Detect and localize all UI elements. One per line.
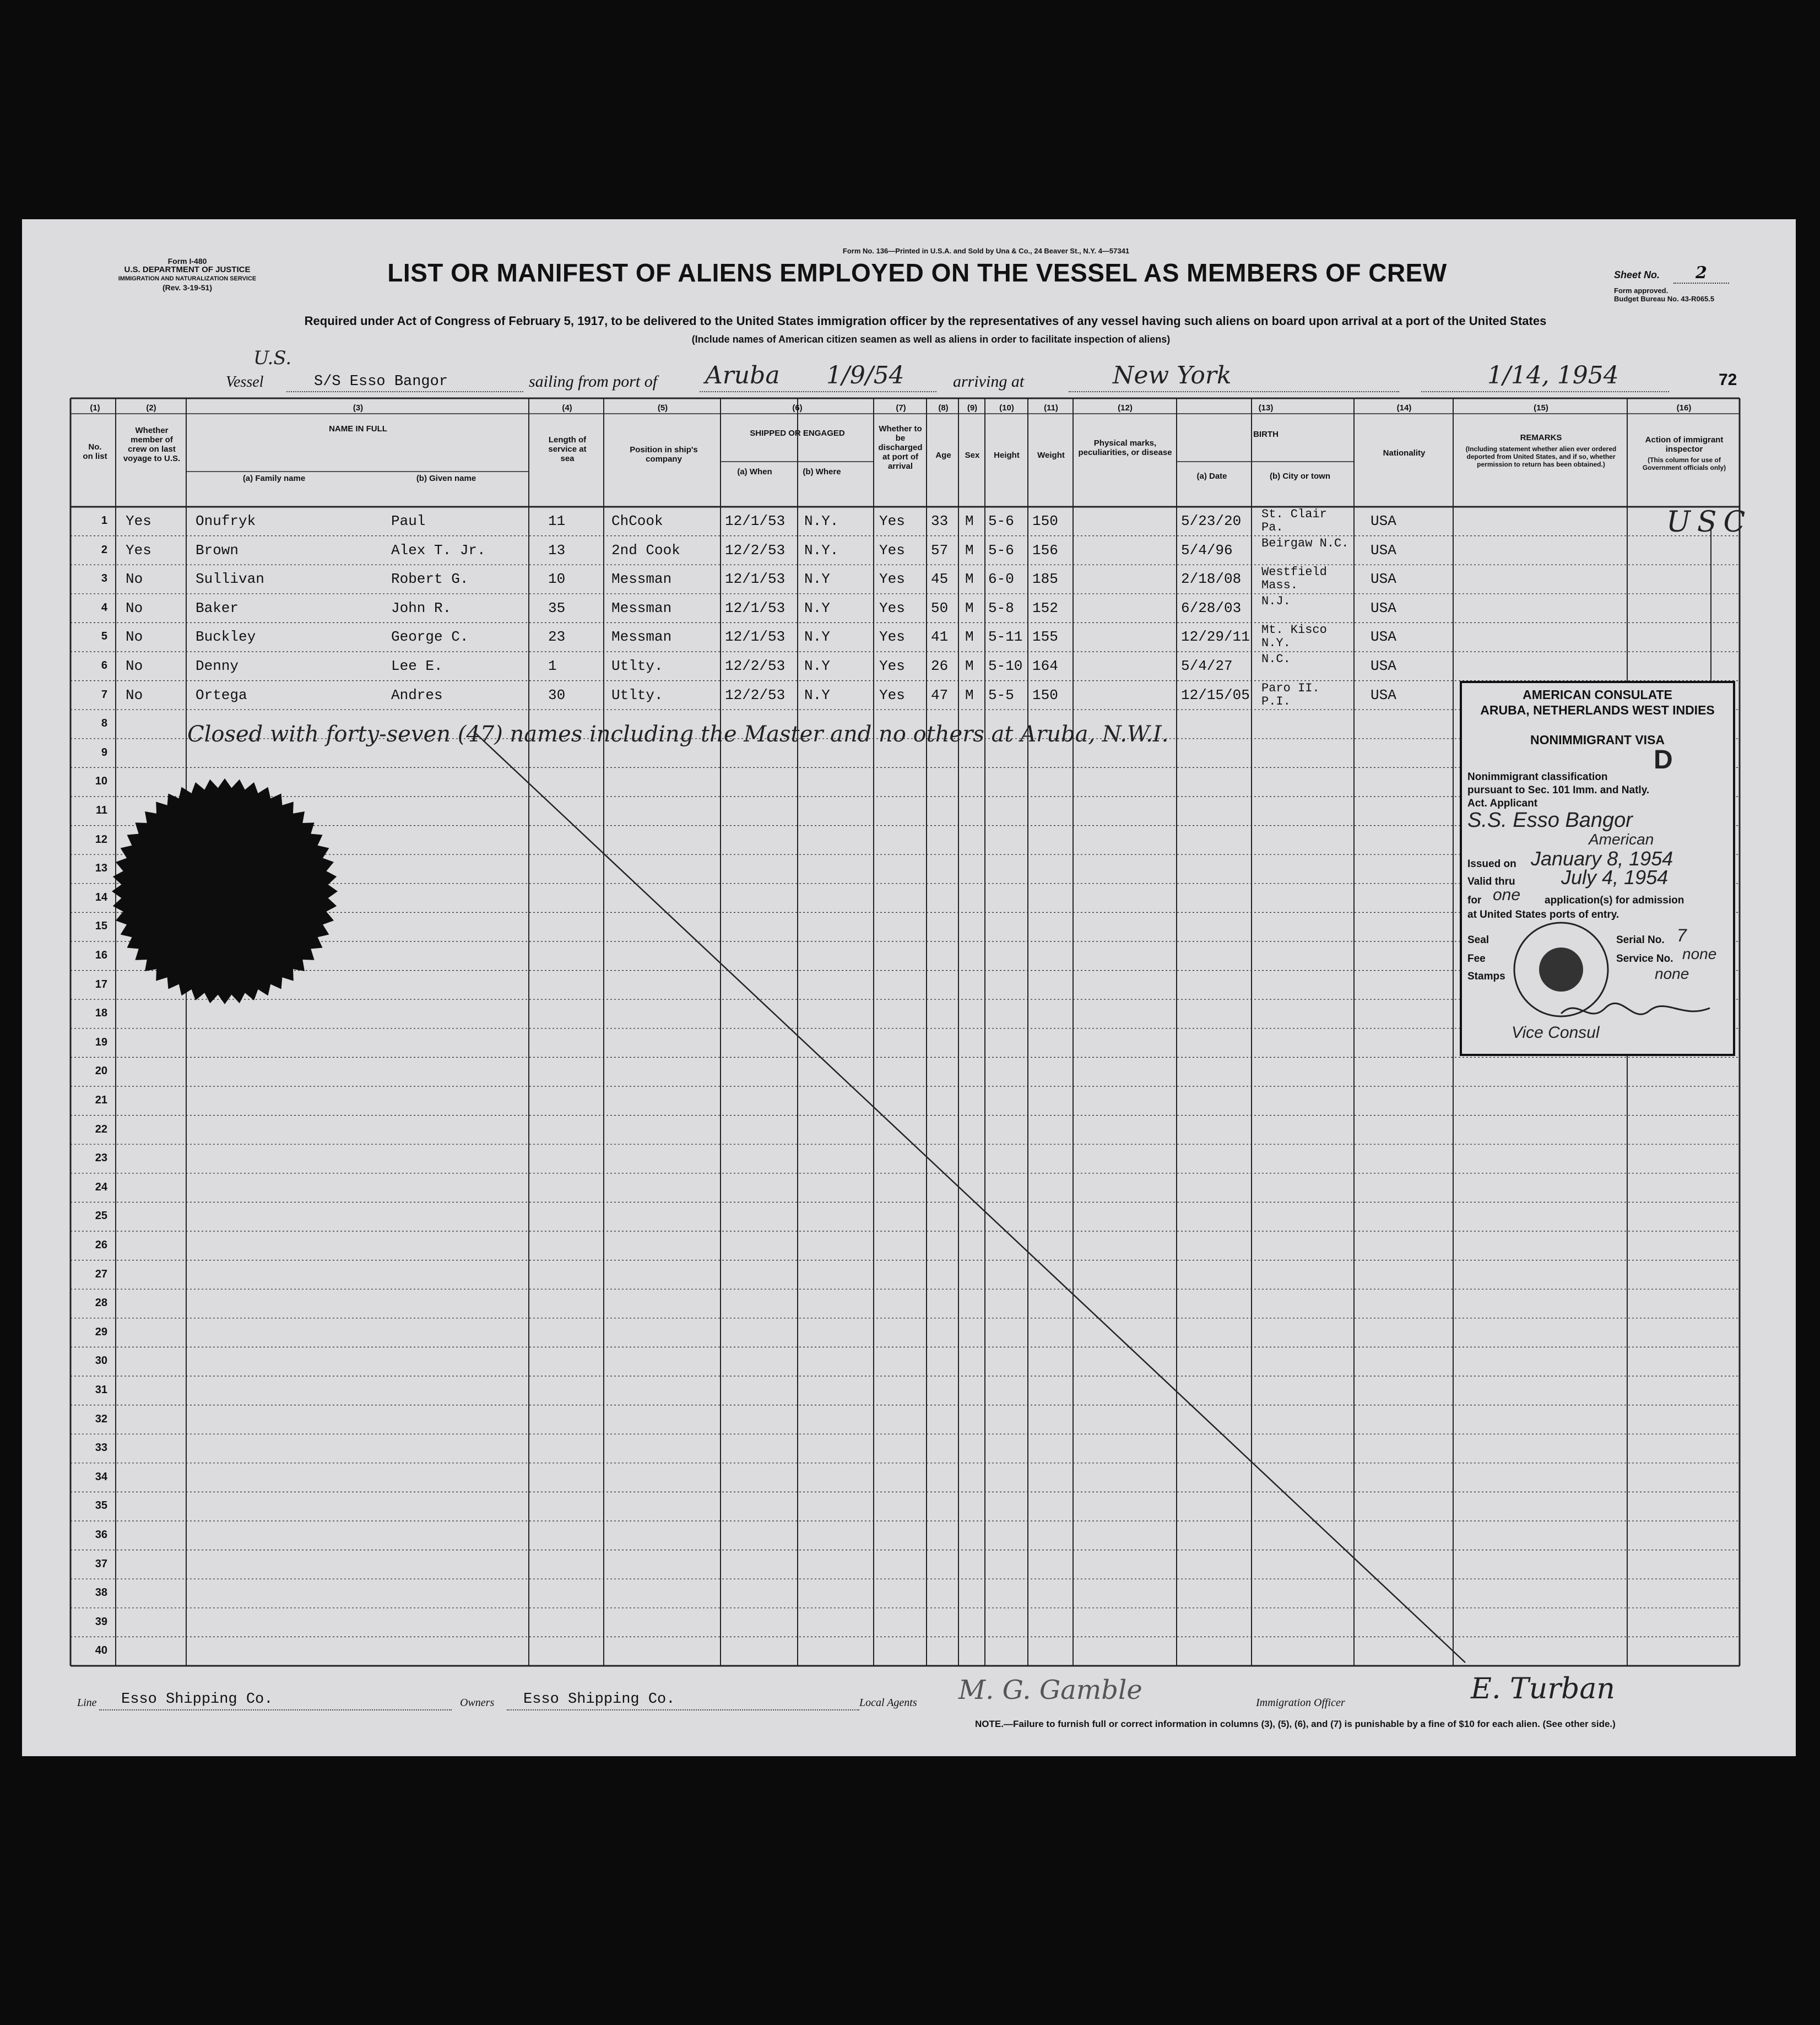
sailing-date: 1/9/54 [826,361,904,389]
sex-cell: M [965,571,974,588]
col6b-label: (b) Where [803,467,841,477]
shipped-when-cell: 12/1/53 [725,629,786,646]
col6-num: (6) [792,403,803,413]
birth-date-cell: 5/4/96 [1181,542,1233,559]
stamp-for-value: one [1493,886,1521,904]
shipped-where-cell: N.Y [804,599,830,616]
stamp-issued-label: Issued on [1467,858,1516,870]
discharged-cell: Yes [879,571,905,588]
sex-cell: M [965,629,974,646]
shipped-where-cell: N.Y [804,629,830,646]
age-cell: 47 [931,686,949,703]
birth-date-cell: 12/29/11 [1181,629,1250,646]
birth-city-cell: Mt. Kisco N.Y. [1261,623,1327,651]
col11-num: (11) [1044,403,1058,413]
weight-cell: 156 [1032,542,1058,559]
col3-label: NAME IN FULL [329,424,387,434]
family-name-cell: Buckley [196,629,256,646]
row-number: 32 [95,1412,107,1425]
stamp-location: ARUBA, NETHERLANDS WEST INDIES [1480,703,1715,717]
col13b-label: (b) City or town [1270,472,1330,481]
row-number: 8 [101,717,107,730]
row-number: 9 [101,746,107,759]
arrival-date: 1/14, 1954 [1487,361,1619,389]
row-number: 16 [95,949,107,961]
row-number: 23 [95,1152,107,1165]
sailing-label: sailing from port of [529,372,658,391]
embossed-seal [109,776,340,1007]
officer-signature: E. Turban [1471,1672,1615,1705]
stamp-serial-value: 7 [1677,925,1687,945]
col16-note: (This column for use of Government officials only) [1642,456,1726,472]
height-cell: 5-6 [988,513,1014,529]
row-number: 19 [95,1036,107,1048]
row-number: 28 [95,1297,107,1309]
agents-label: Local Agents [859,1697,917,1709]
row-number: 20 [95,1065,107,1078]
revision: (Rev. 3-19-51) [162,283,212,292]
service-length-cell: 11 [548,513,566,529]
col6-label: SHIPPED OR ENGAGED [750,429,845,438]
nationality-cell: USA [1371,513,1396,529]
last-voyage-cell: No [126,658,143,674]
row-number: 1 [101,515,107,527]
col6a-label: (a) When [737,467,772,477]
sheet-label: Sheet No. [1614,269,1660,280]
fine-note: NOTE.—Failure to furnish full or correct information in columns (3), (5), (6), and (7) is punishable by a fine of $10 for each alien. (See other side.) [975,1719,1616,1729]
row-number: 15 [95,920,107,933]
birth-date-cell: 2/18/08 [1181,571,1242,588]
row-number: 2 [101,543,107,556]
row-number: 37 [95,1557,107,1570]
stamp-applicant: Act. Applicant [1467,798,1538,809]
stamp-nationality: American [1589,831,1654,848]
col9-label: Sex [965,451,980,460]
weight-cell: 152 [1032,599,1058,616]
row-number: 12 [95,833,107,846]
nationality-cell: USA [1371,542,1396,559]
birth-city-cell: Paro II. P.I. [1261,681,1320,708]
stamp-visa-type: NONIMMIGRANT VISA [1530,733,1665,747]
family-name-cell: Brown [196,542,239,559]
family-name-cell: Denny [196,658,239,674]
col12-num: (12) [1118,403,1133,413]
height-cell: 5-6 [988,542,1014,559]
row-number: 22 [95,1123,107,1135]
sex-cell: M [965,599,974,616]
row-number: 31 [95,1384,107,1396]
shipped-when-cell: 12/1/53 [725,571,786,588]
birth-city-cell: N.J. [1261,594,1291,608]
shipped-where-cell: N.Y [804,658,830,674]
col11-label: Weight [1037,451,1065,460]
line-label: Line [77,1697,97,1709]
age-cell: 26 [931,658,949,674]
row-number: 21 [95,1094,107,1106]
row-number: 26 [95,1239,107,1251]
given-name-cell: George C. [391,629,469,646]
last-voyage-cell: No [126,599,143,616]
stamp-officer-title: Vice Consul [1512,1024,1600,1042]
closing-note: Closed with forty-seven (47) names including the Master and no others at Aruba, N.W.I. [187,722,1169,747]
row-number: 17 [95,978,107,990]
service-length-cell: 10 [548,571,566,588]
col8-label: Age [935,451,951,460]
strike-through-line [474,732,1465,1663]
sex-cell: M [965,658,974,674]
col2-num: (2) [146,403,156,413]
family-name-cell: Onufryk [196,513,256,529]
position-cell: ChCook [611,513,663,529]
weight-cell: 150 [1032,513,1058,529]
shipped-when-cell: 12/1/53 [725,513,786,529]
page-title: LIST OR MANIFEST OF ALIENS EMPLOYED ON THE VESSEL AS MEMBERS OF CREW [387,258,1447,287]
row-number: 33 [95,1442,107,1454]
discharged-cell: Yes [879,658,905,674]
weight-cell: 164 [1032,658,1058,674]
nationality-cell: USA [1371,658,1396,674]
discharged-cell: Yes [879,629,905,646]
row-number: 35 [95,1499,107,1512]
family-name-cell: Baker [196,599,239,616]
row-number: 27 [95,1268,107,1280]
sheet-value: 2 [1673,263,1729,284]
col5-num: (5) [657,403,668,413]
vessel-label: Vessel [226,373,264,391]
position-cell: Messman [611,629,672,646]
row-number: 24 [95,1181,107,1193]
row-number: 39 [95,1615,107,1628]
discharged-cell: Yes [879,686,905,703]
shipped-where-cell: N.Y. [804,513,839,529]
row-number: 40 [95,1644,107,1657]
subtitle: Required under Act of Congress of February 5, 1917, to be delivered to the United States immigration officer by the representatives of any vessel having such aliens on board upon arrival at a port of the United States [304,314,1547,328]
owners-underline [507,1709,859,1710]
consular-seal-eagle [1539,947,1583,992]
family-name-cell: Sullivan [196,571,264,588]
birth-date-cell: 12/15/05 [1181,686,1250,703]
position-cell: Messman [611,599,672,616]
col7-num: (7) [896,403,906,413]
stamp-service-value: none [1682,945,1717,962]
col3a-label: (a) Family name [242,474,306,483]
col12-label: Physical marks, peculiarities, or disease [1078,438,1172,457]
shipped-where-cell: N.Y. [804,542,839,559]
row-number: 6 [101,659,107,672]
officer-label: Immigration Officer [1256,1697,1345,1709]
age-cell: 41 [931,629,949,646]
col2-label: Whether member of crew on last voyage to U.S. [123,426,181,463]
approved-text: Form approved. [1614,286,1669,295]
weight-cell: 155 [1032,629,1058,646]
vessel-prefix: U.S. [253,347,292,369]
col13-label: BIRTH [1253,430,1279,439]
col15-label: REMARKS [1520,433,1562,442]
birth-date-cell: 5/23/20 [1181,513,1242,529]
col1-num: (1) [90,403,100,413]
row-number: 36 [95,1529,107,1541]
stamp-stamps-label: Stamps [1467,971,1505,982]
height-cell: 5-11 [988,629,1023,646]
col14-label: Nationality [1383,448,1426,458]
consulate-visa-stamp [1460,681,1735,1056]
service-length-cell: 30 [548,686,566,703]
form-number: Form I-480 [167,257,207,266]
given-name-cell: John R. [391,599,452,616]
vessel-name: S/S Esso Bangor [314,373,448,390]
shipped-when-cell: 12/2/53 [725,542,786,559]
page-number: 72 [1719,371,1737,389]
shipped-when-cell: 12/1/53 [725,599,786,616]
col4-label: Length of service at sea [548,435,587,463]
row-number: 5 [101,630,107,643]
stamp-valid-date: July 4, 1954 [1561,866,1669,889]
age-cell: 45 [931,571,949,588]
stamp-classification: Nonimmigrant classification [1467,771,1608,783]
row-number: 10 [95,775,107,788]
col5-label: Position in ship's company [630,445,698,464]
manifest-sheet [22,219,1796,1756]
col16-num: (16) [1676,403,1692,413]
printer-line: Form No. 136—Printed in U.S.A. and Sold by Una & Co., 24 Beaver St., N.Y. 4—57341 [842,247,1130,255]
col13-num: (13) [1258,403,1274,413]
nationality-cell: USA [1371,599,1396,616]
seal-shape [112,778,338,1004]
service-length-cell: 1 [548,658,557,674]
stamp-ship: S.S. Esso Bangor [1467,809,1633,832]
given-name-cell: Alex T. Jr. [391,542,486,559]
row-number: 38 [95,1587,107,1599]
stamp-for-label: for [1467,895,1482,906]
stamp-issued-date: January 8, 1954 [1531,847,1673,870]
row-number: 13 [95,862,107,875]
col1-label: No. on list [83,442,107,461]
row-number: 14 [95,891,107,903]
given-name-cell: Paul [391,513,426,529]
nationality-cell: USA [1371,629,1396,646]
service: IMMIGRATION AND NATURALIZATION SERVICE [118,275,257,282]
arriving-port: New York [1113,361,1232,389]
line-underline [99,1709,452,1710]
sailing-port: Aruba [705,361,780,389]
stamp-class: D [1654,745,1673,775]
discharged-cell: Yes [879,513,905,529]
shipped-where-cell: N.Y [804,686,830,703]
sex-cell: M [965,513,974,529]
stamp-service-label: Service No. [1616,953,1673,965]
nationality-cell: USA [1371,571,1396,588]
col3-num: (3) [353,403,364,413]
service-length-cell: 35 [548,599,566,616]
given-name-cell: Lee E. [391,658,443,674]
col8-num: (8) [938,403,949,413]
age-cell: 50 [931,599,949,616]
age-cell: 33 [931,513,949,529]
family-name-cell: Ortega [196,686,247,703]
inspector-mark: USC [1666,506,1752,539]
position-cell: Utlty. [611,658,663,674]
last-voyage-cell: Yes [126,542,151,559]
row-number: 7 [101,688,107,701]
col14-num: (14) [1396,403,1412,413]
birth-city-cell: St. Clair Pa. [1261,507,1327,534]
stamp-admission: application(s) for admission [1545,895,1684,906]
shipped-when-cell: 12/2/53 [725,658,786,674]
agents-signature: M. G. Gamble [958,1675,1142,1705]
subtitle-note: (Include names of American citizen seamen as well as aliens in order to facilitate inspection of aliens) [691,334,1171,345]
discharged-cell: Yes [879,599,905,616]
birth-date-cell: 6/28/03 [1181,599,1242,616]
stamp-seal-label: Seal [1467,934,1489,946]
weight-cell: 150 [1032,686,1058,703]
height-cell: 5-5 [988,686,1014,703]
col4-num: (4) [562,403,572,413]
footer [22,1672,1796,1756]
owners-value: Esso Shipping Co. [523,1691,675,1708]
stamp-valid-label: Valid thru [1467,876,1515,887]
shipped-where-cell: N.Y [804,571,830,588]
position-cell: Messman [611,571,672,588]
service-length-cell: 13 [548,542,566,559]
col13a-label: (a) Date [1196,472,1227,481]
row-number: 25 [95,1210,107,1222]
given-name-cell: Robert G. [391,571,469,588]
age-cell: 57 [931,542,949,559]
weight-cell: 185 [1032,571,1058,588]
last-voyage-cell: Yes [126,513,151,529]
shipped-when-cell: 12/2/53 [725,686,786,703]
sex-cell: M [965,686,974,703]
sex-cell: M [965,542,974,559]
birth-city-cell: Westfield Mass. [1261,565,1327,593]
row-number: 4 [101,601,107,614]
row-number: 34 [95,1470,107,1483]
stamp-stamps-value: none [1655,965,1689,982]
last-voyage-cell: No [126,629,143,646]
position-cell: Utlty. [611,686,663,703]
birth-city-cell: N.C. [1261,652,1291,666]
position-cell: 2nd Cook [611,542,680,559]
stamp-fee-label: Fee [1467,953,1486,965]
height-cell: 5-8 [988,599,1014,616]
col15-num: (15) [1534,403,1548,413]
col9-num: (9) [967,403,978,413]
row-number: 30 [95,1355,107,1367]
line-value: Esso Shipping Co. [121,1691,273,1708]
last-voyage-cell: No [126,571,143,588]
row-number: 18 [95,1007,107,1020]
last-voyage-cell: No [126,686,143,703]
row-number: 11 [95,804,107,816]
col7-label: Whether to be discharged at port of arrival [878,424,923,471]
arriving-label: arriving at [953,372,1025,391]
owners-label: Owners [460,1697,495,1709]
row-number: 29 [95,1325,107,1338]
discharged-cell: Yes [879,542,905,559]
height-cell: 6-0 [988,571,1014,588]
col10-label: Height [994,451,1020,460]
service-length-cell: 23 [548,629,566,646]
birth-city-cell: Beirgaw N.C. [1261,536,1349,550]
nationality-cell: USA [1371,686,1396,703]
col15-note: (Including statement whether alien ever ordered deported from United States, and if so, whether permission to return has been obtained.) [1465,445,1617,468]
department: U.S. DEPARTMENT OF JUSTICE [124,265,251,274]
row-number: 3 [101,572,107,585]
stamp-ports: at United States ports of entry. [1467,909,1619,921]
given-name-cell: Andres [391,686,443,703]
stamp-consulate: AMERICAN CONSULATE [1523,687,1672,702]
stamp-serial-label: Serial No. [1616,934,1665,946]
height-cell: 5-10 [988,658,1023,674]
col16-label: Action of immigrant inspector [1645,435,1724,454]
birth-date-cell: 5/4/27 [1181,658,1233,674]
budget-bureau: Budget Bureau No. 43-R065.5 [1614,295,1715,303]
col10-num: (10) [999,403,1014,413]
col3b-label: (b) Given name [416,474,476,483]
stamp-pursuant: pursuant to Sec. 101 Imm. and Natly. [1467,784,1650,796]
